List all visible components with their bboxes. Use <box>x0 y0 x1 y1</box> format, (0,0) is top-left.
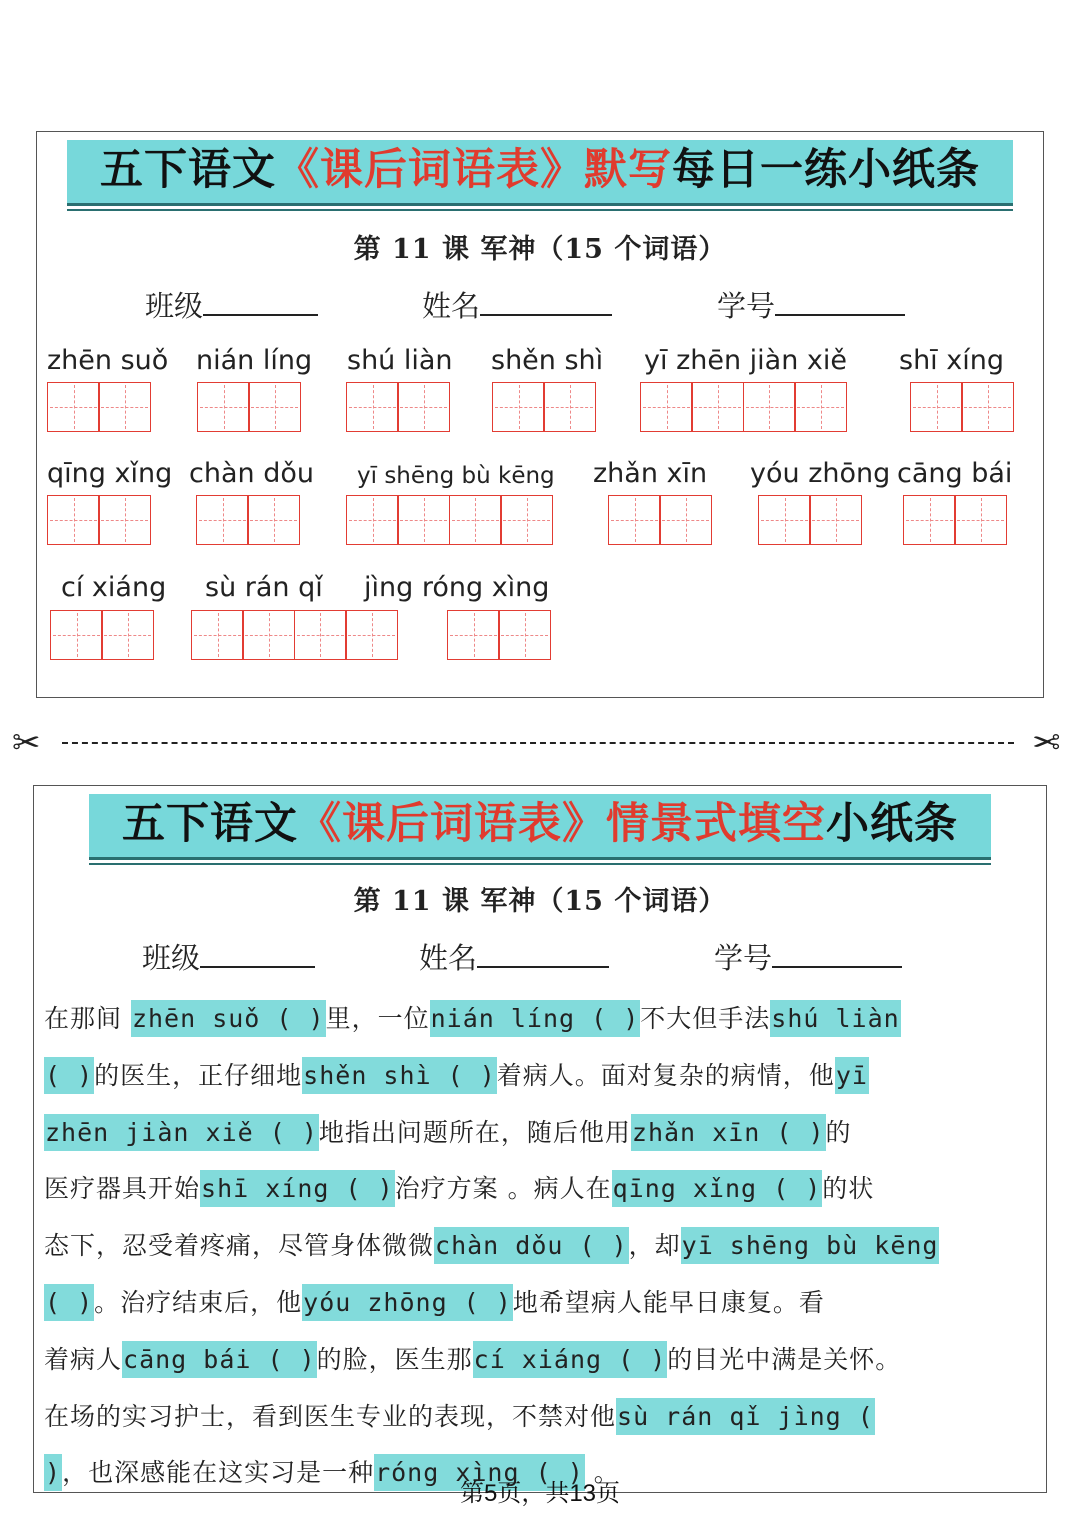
paragraph-text: 医疗器具开始 <box>44 1174 201 1204</box>
pinyin-blank[interactable]: yī shēng bù kēng <box>681 1227 940 1264</box>
pinyin-blank[interactable]: chàn dǒu ( ) <box>434 1227 629 1264</box>
pinyin-blank[interactable]: cāng bái ( ) <box>122 1341 317 1378</box>
paragraph-text: 地指出问题所在，随后他用 <box>318 1117 631 1147</box>
paragraph-line <box>44 1218 1036 1275</box>
paragraph-line <box>44 1275 1036 1332</box>
cut-line <box>0 725 1080 761</box>
paragraph-text: 在场的实习护士，看到医生专业的表现，不禁对他 <box>44 1401 617 1431</box>
pinyin-blank[interactable]: ( ) <box>44 1057 94 1094</box>
title-part: 五下语文 <box>122 799 298 849</box>
lesson-title: 第 11 课 军神（15 个词语） <box>353 234 727 265</box>
title-part: 五下语文 <box>100 145 276 195</box>
pinyin-label: cāng bái <box>897 458 1013 489</box>
pinyin-blank[interactable]: nián líng ( ) <box>430 1000 641 1037</box>
name-field[interactable] <box>422 284 612 325</box>
pinyin-blank[interactable]: ( ) <box>44 1284 94 1321</box>
pinyin-label: shěn shì <box>491 345 604 376</box>
pinyin-blank[interactable]: shěn shì ( ) <box>302 1057 497 1094</box>
title-part: 每日一练小纸条 <box>672 145 980 195</box>
class-field[interactable] <box>142 936 315 977</box>
writing-grid[interactable] <box>47 382 150 432</box>
dictation-slip <box>36 131 1044 698</box>
paragraph-text: 着病人 <box>44 1344 123 1374</box>
paragraph-text: 的状 <box>822 1174 875 1204</box>
paragraph-line <box>44 1332 1036 1389</box>
paragraph-text: 着病人。面对复杂的病情，他 <box>496 1060 835 1090</box>
pinyin-label: zhǎn xīn <box>593 458 708 489</box>
paragraph-text: 的脸，医生那 <box>316 1344 473 1374</box>
writing-grid[interactable] <box>197 382 300 432</box>
writing-grid[interactable] <box>640 382 846 432</box>
pinyin-blank[interactable]: zhǎn xīn ( ) <box>631 1114 826 1151</box>
paragraph-line <box>44 1048 1036 1105</box>
pinyin-label: zhēn suǒ <box>47 345 169 376</box>
scissors-icon: ✂ <box>1031 723 1060 763</box>
title-part-red: 《课后词语表》默写 <box>276 145 672 195</box>
paragraph-line <box>44 1161 1036 1218</box>
writing-grid[interactable] <box>346 495 552 545</box>
paragraph-text: 在那间 <box>44 1004 131 1033</box>
pinyin-label: chàn dǒu <box>189 458 314 489</box>
writing-grid[interactable] <box>447 610 550 660</box>
writing-grid[interactable] <box>758 495 861 545</box>
lesson-title: 第 11 课 军神（15 个词语） <box>353 886 727 917</box>
pinyin-blank[interactable]: zhēn suǒ ( ) <box>131 1000 326 1037</box>
dashed-divider <box>62 742 1014 744</box>
student-id-field[interactable] <box>714 936 902 977</box>
pinyin-label: yóu zhōng <box>750 458 891 489</box>
pinyin-blank[interactable]: qīng xǐng ( ) <box>612 1170 823 1207</box>
story-paragraph <box>44 991 1036 1502</box>
writing-grid[interactable] <box>910 382 1013 432</box>
paragraph-text: 的医生，正仔细地 <box>94 1060 303 1090</box>
writing-grid[interactable] <box>903 495 1006 545</box>
paragraph-text: 里，一位 <box>325 1004 430 1033</box>
pinyin-label: shú liàn <box>347 345 453 376</box>
title-part: 小纸条 <box>826 799 958 849</box>
writing-grid[interactable] <box>608 495 711 545</box>
student-id-field[interactable] <box>717 284 905 325</box>
pinyin-blank[interactable]: zhēn jiàn xiě ( ) <box>44 1114 319 1151</box>
class-label: 班级 <box>145 289 204 323</box>
id-label: 学号 <box>714 941 773 975</box>
pinyin-blank[interactable]: shī xíng ( ) <box>200 1170 395 1207</box>
title-part-red: 《课后词语表》情景式填空 <box>298 799 826 849</box>
paragraph-text: ，却 <box>628 1231 681 1261</box>
id-label: 学号 <box>717 289 776 323</box>
writing-grid[interactable] <box>50 610 153 660</box>
pinyin-label: sù rán qǐ <box>205 572 323 603</box>
writing-grid[interactable] <box>196 495 299 545</box>
page-number: 第5页，共13页 <box>459 1480 621 1507</box>
paragraph-text: 不大但手法 <box>640 1004 771 1033</box>
name-label: 姓名 <box>422 289 481 323</box>
pinyin-label: yī shēng bù kēng <box>357 463 555 489</box>
paragraph-text: 的目光中满是关怀。 <box>667 1344 902 1374</box>
paragraph-text: 的 <box>825 1117 852 1147</box>
pinyin-label: shī xíng <box>899 345 1004 376</box>
pinyin-label: jìng róng xìng <box>364 572 550 603</box>
fill-in-slip <box>33 785 1047 1493</box>
pinyin-label: nián líng <box>196 345 313 376</box>
pinyin-blank[interactable]: yóu zhōng ( ) <box>302 1284 513 1321</box>
class-label: 班级 <box>142 941 201 975</box>
paragraph-text: 地希望病人能早日康复。看 <box>512 1287 825 1317</box>
scissors-icon: ✂ <box>12 723 41 763</box>
writing-grid[interactable] <box>47 495 150 545</box>
writing-grid[interactable] <box>492 382 595 432</box>
paragraph-text: 。治疗结束后，他 <box>94 1287 303 1317</box>
pinyin-blank[interactable]: shú liàn <box>770 1000 900 1037</box>
paragraph-line <box>44 1389 1036 1446</box>
writing-grid[interactable] <box>191 610 397 660</box>
paragraph-text: 治疗方案 。病人在 <box>394 1174 612 1204</box>
name-field[interactable] <box>419 936 609 977</box>
paragraph-line <box>44 1105 1036 1162</box>
pinyin-blank[interactable]: róng xìng ( ) <box>374 1454 585 1491</box>
slip-title-banner <box>67 140 1013 206</box>
pinyin-label: cí xiáng <box>61 572 167 603</box>
writing-grid[interactable] <box>346 382 449 432</box>
pinyin-label: yī zhēn jiàn xiě <box>644 345 847 376</box>
pinyin-label: qīng xǐng <box>47 458 173 489</box>
class-field[interactable] <box>145 284 318 325</box>
paragraph-text: ，也深感能在这实习是一种 <box>62 1458 375 1488</box>
pinyin-blank[interactable]: yī <box>835 1057 869 1094</box>
paragraph-text: 。 <box>584 1458 620 1488</box>
pinyin-blank[interactable]: sù rán qǐ jìng ( <box>616 1398 875 1435</box>
paragraph-text: 态下，忍受着疼痛，尽管身体微微 <box>44 1231 435 1261</box>
pinyin-blank[interactable]: cí xiáng ( ) <box>473 1341 668 1378</box>
paragraph-line <box>44 991 1036 1048</box>
slip-title-banner <box>89 794 991 860</box>
name-label: 姓名 <box>419 941 478 975</box>
pinyin-blank[interactable]: ) <box>44 1454 62 1491</box>
